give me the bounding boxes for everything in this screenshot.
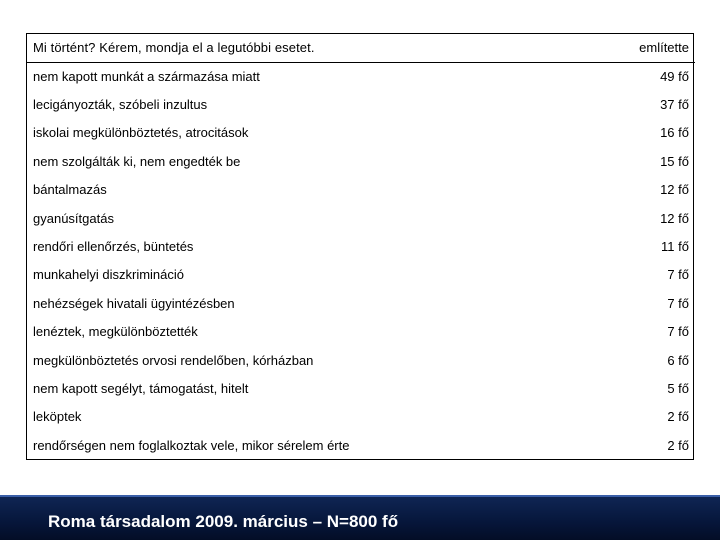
row-value: 7 fő bbox=[667, 267, 689, 283]
row-item: gyanúsítgatás bbox=[33, 210, 114, 226]
table-row bbox=[27, 318, 695, 346]
row-value: 7 fő bbox=[667, 295, 689, 311]
row-value: 11 fő bbox=[661, 239, 689, 255]
row-item: rendőrségen nem foglalkoztak vele, mikor sérelem érte bbox=[33, 437, 350, 453]
row-item: nem kapott munkát a származása miatt bbox=[33, 68, 260, 84]
value-header: említette bbox=[639, 40, 689, 56]
row-value: 5 fő bbox=[667, 380, 689, 396]
row-item: lecigányozták, szóbeli inzultus bbox=[33, 97, 208, 113]
table-row bbox=[27, 431, 695, 459]
row-value: 6 fő bbox=[667, 352, 689, 368]
row-item: iskolai megkülönböztetés, atrocitások bbox=[33, 125, 249, 141]
row-item: megkülönböztetés orvosi rendelőben, kórházban bbox=[33, 352, 314, 368]
table-row bbox=[27, 119, 695, 147]
table-row bbox=[27, 374, 695, 402]
table-row bbox=[27, 90, 695, 118]
table-row bbox=[27, 204, 695, 232]
row-value: 49 fő bbox=[660, 68, 689, 84]
row-value: 2 fő bbox=[667, 409, 689, 425]
table-row bbox=[27, 403, 695, 431]
row-value: 12 fő bbox=[660, 210, 689, 226]
row-item: leköptek bbox=[33, 409, 82, 425]
row-item: bántalmazás bbox=[33, 182, 107, 198]
row-item: nem szolgálták ki, nem engedték be bbox=[33, 153, 241, 169]
row-item: nem kapott segélyt, támogatást, hitelt bbox=[33, 380, 249, 396]
table-row bbox=[27, 147, 695, 175]
row-value: 16 fő bbox=[660, 125, 689, 141]
row-value: 2 fő bbox=[667, 437, 689, 453]
table-header-row bbox=[27, 34, 695, 62]
table-row bbox=[27, 232, 695, 260]
row-item: munkahelyi diszkrimináció bbox=[33, 267, 184, 283]
footer-caption: Roma társadalom 2009. március – N=800 fő bbox=[48, 512, 399, 531]
row-item: rendőri ellenőrzés, büntetés bbox=[33, 239, 194, 255]
survey-table-container bbox=[26, 33, 694, 460]
row-value: 37 fő bbox=[660, 97, 689, 113]
row-item: lenéztek, megkülönböztették bbox=[33, 324, 198, 340]
table-row bbox=[27, 289, 695, 317]
table-row bbox=[27, 62, 695, 90]
row-value: 12 fő bbox=[660, 182, 689, 198]
table-row bbox=[27, 176, 695, 204]
survey-table bbox=[27, 34, 695, 459]
footer-banner bbox=[0, 495, 720, 540]
table-row bbox=[27, 346, 695, 374]
row-item: nehézségek hivatali ügyintézésben bbox=[33, 295, 235, 311]
row-value: 7 fő bbox=[667, 324, 689, 340]
row-value: 15 fő bbox=[660, 153, 689, 169]
question-header: Mi történt? Kérem, mondja el a legutóbbi esetet. bbox=[33, 40, 315, 56]
table-row bbox=[27, 261, 695, 289]
